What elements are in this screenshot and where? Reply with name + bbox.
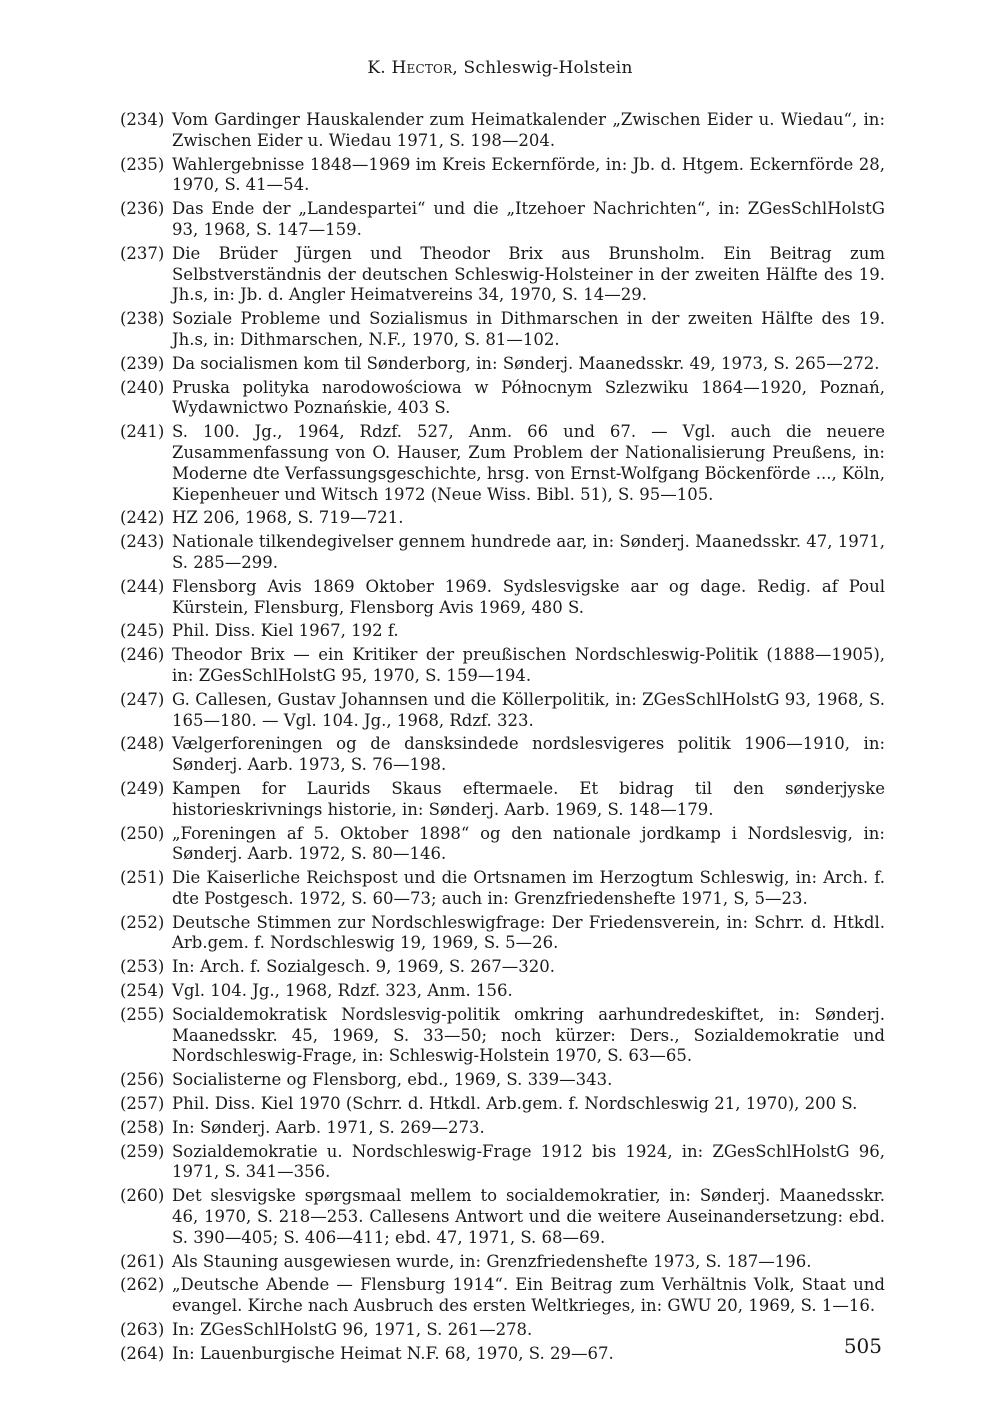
footnote-text: Vgl. 104. Jg., 1968, Rdzf. 323, Anm. 156. [172, 981, 513, 1001]
footnote-entry [120, 577, 885, 619]
footnote-text: In: Lauenburgische Heimat N.F. 68, 1970, S. 29—67. [172, 1343, 614, 1363]
footnote-number: (259) [120, 1141, 165, 1161]
running-head-author: K. Hector, [367, 58, 458, 78]
footnote-text: „Foreningen af 5. Oktober 1898“ og den nationale jordkamp i Nordslesvig, in: Sønderj. Aarb. 1972, S. 80—146. [172, 823, 885, 864]
footnote-entry [120, 1070, 885, 1091]
footnote-text: Det slesvigske spørgsmaal mellem to socialdemokratier, in: Sønderj. Maanedsskr. 46, 1970, S. 218—253. Callesens Antwort und die weitere Auseinandersetzung: ebd. S. 390—405; S. 406—411; ebd. 47, 1971, S. 68—69. [172, 1186, 885, 1247]
footnote-text: Da socialismen kom til Sønderborg, in: Sønderj. Maanedsskr. 49, 1973, S. 265—272. [172, 353, 880, 373]
footnote-number: (252) [120, 912, 165, 932]
footnote-entry [120, 1118, 885, 1139]
running-head [0, 58, 1000, 78]
footnote-entry [120, 1344, 885, 1365]
footnote-number: (242) [120, 508, 165, 528]
footnote-number: (246) [120, 645, 165, 665]
footnote-entry [120, 1320, 885, 1341]
footnote-text: Vom Gardinger Hauskalender zum Heimatkalender „Zwischen Eider u. Wiedau“, in: Zwischen Eider u. Wiedau 1971, S. 198—204. [172, 110, 885, 150]
footnote-text: Die Kaiserliche Reichspost und die Ortsnamen im Herzogtum Schleswig, in: Arch. f. dte Postgesch. 1972, S. 60—73; auch in: Grenzfriedenshefte 1971, S, 5—23. [172, 868, 885, 908]
footnote-number: (258) [120, 1117, 165, 1137]
footnote-number: (238) [120, 309, 165, 329]
footnote-text: HZ 206, 1968, S. 719—721. [172, 508, 404, 528]
footnote-text: Nationale tilkendegivelser gennem hundrede aar, in: Sønderj. Maanedsskr. 47, 1971, S. 285—299. [172, 532, 885, 572]
footnote-number: (247) [120, 689, 165, 709]
footnote-number: (234) [120, 110, 165, 129]
footnote-text: G. Callesen, Gustav Johannsen und die Köllerpolitik, in: ZGesSchlHolstG 93, 1968, S. 165—180. — Vgl. 104. Jg., 1968, Rdzf. 323. [172, 689, 885, 730]
footnote-number: (261) [120, 1251, 165, 1271]
footnote-entry [120, 1094, 885, 1115]
footnote-number: (257) [120, 1094, 165, 1114]
footnote-entry [120, 309, 885, 351]
footnote-text: In: Arch. f. Sozialgesch. 9, 1969, S. 267—320. [172, 957, 555, 977]
footnote-list [120, 110, 885, 1368]
footnote-entry [120, 913, 885, 955]
footnote-entry [120, 244, 885, 306]
footnote-text: S. 100. Jg., 1964, Rdzf. 527, Anm. 66 und 67. — Vgl. auch die neuere Zusammenfassung von O. Hauser, Zum Problem der Nationalisierung Preußens, in: Moderne dte Verfassungsgeschichte, hrsg. von Ernst-Wolfgang Böckenförde ..., Köln, Kiepenheuer und Witsch 1972 (Neue Wiss. Bibl. 51), S. 95—105. [172, 422, 885, 504]
footnote-entry [120, 868, 885, 910]
footnote-entry [120, 779, 885, 821]
footnote-number: (241) [120, 422, 165, 442]
footnote-number: (239) [120, 353, 165, 373]
footnote-number: (245) [120, 621, 165, 641]
footnote-text: Phil. Diss. Kiel 1970 (Schrr. d. Htkdl. Arb.gem. f. Nordschleswig 21, 1970), 200 S. [172, 1094, 858, 1114]
footnote-text: In: ZGesSchlHolstG 96, 1971, S. 261—278. [172, 1320, 533, 1340]
footnote-text: Pruska polityka narodowościowa w Północnym Szlezwiku 1864—1920, Poznań, Wydawnictwo Poznańskie, 403 S. [172, 377, 885, 418]
footnote-entry [120, 957, 885, 978]
footnote-entry [120, 508, 885, 529]
footnote-entry [120, 621, 885, 642]
footnote-text: In: Sønderj. Aarb. 1971, S. 269—273. [172, 1117, 485, 1137]
footnote-number: (254) [120, 981, 165, 1001]
footnote-text: Sozialdemokratie u. Nordschleswig-Frage 1912 bis 1924, in: ZGesSchlHolstG 96, 1971, S. 341—356. [172, 1141, 885, 1182]
footnote-number: (262) [120, 1275, 165, 1295]
footnote-entry [120, 824, 885, 866]
footnote-text: Flensborg Avis 1869 Oktober 1969. Sydslesvigske aar og dage. Redig. af Poul Kürstein, Flensburg, Flensborg Avis 1969, 480 S. [172, 576, 885, 617]
footnote-entry [120, 1252, 885, 1273]
footnote-number: (244) [120, 576, 165, 596]
page-number: 505 [843, 1334, 882, 1358]
footnote-number: (264) [120, 1343, 165, 1363]
footnote-text: Phil. Diss. Kiel 1967, 192 f. [172, 621, 399, 641]
footnote-entry [120, 734, 885, 776]
footnote-text: Das Ende der „Landespartei“ und die „Itzehoer Nachrichten“, in: ZGesSchlHolstG 93, 1968, S. 147—159. [172, 199, 885, 239]
footnote-text: Theodor Brix — ein Kritiker der preußischen Nordschleswig-Politik (1888—1905), in: ZGesSchlHolstG 95, 1970, S. 159—194. [172, 645, 885, 685]
footnote-entry [120, 354, 885, 375]
footnote-text: Socialdemokratisk Nordslesvig-politik omkring aarhundredeskiftet, in: Sønderj. Maanedsskr. 45, 1969, S. 33—50; noch kürzer: Ders., Sozialdemokratie und Nordschleswig-Frage, in: Schleswig-Holstein 1970, S. 63—65. [172, 1004, 885, 1066]
footnote-number: (255) [120, 1004, 165, 1024]
footnote-entry [120, 1186, 885, 1248]
footnote-number: (240) [120, 377, 165, 397]
footnote-number: (235) [120, 154, 165, 174]
footnote-number: (256) [120, 1070, 165, 1090]
running-head-subject: Schleswig-Holstein [463, 58, 633, 78]
footnote-entry [120, 1142, 885, 1184]
footnote-number: (251) [120, 868, 165, 888]
footnote-entry [120, 1005, 885, 1067]
footnote-number: (249) [120, 778, 165, 798]
footnote-entry [120, 110, 885, 152]
footnote-entry [120, 155, 885, 197]
footnote-number: (260) [120, 1186, 165, 1206]
footnote-entry [120, 199, 885, 241]
footnote-entry [120, 690, 885, 732]
footnote-entry [120, 1275, 885, 1317]
footnote-entry [120, 532, 885, 574]
footnote-number: (248) [120, 734, 165, 754]
footnote-number: (253) [120, 957, 165, 977]
footnote-text: Als Stauning ausgewiesen wurde, in: Grenzfriedenshefte 1973, S. 187—196. [172, 1251, 812, 1271]
footnote-entry [120, 378, 885, 420]
footnote-text: Socialisterne og Flensborg, ebd., 1969, S. 339—343. [172, 1070, 613, 1090]
footnote-entry [120, 645, 885, 687]
footnote-entry [120, 422, 885, 505]
footnote-text: Deutsche Stimmen zur Nordschleswigfrage: Der Friedensverein, in: Schrr. d. Htkdl. Arb.gem. f. Nordschleswig 19, 1969, S. 5—26. [172, 912, 885, 953]
footnote-text: Wahlergebnisse 1848—1969 im Kreis Eckernförde, in: Jb. d. Htgem. Eckernförde 28, 1970, S. 41—54. [172, 154, 885, 195]
footnote-number: (243) [120, 532, 165, 552]
footnote-entry [120, 981, 885, 1002]
footnote-number: (263) [120, 1320, 165, 1340]
footnote-number: (237) [120, 243, 165, 263]
footnote-text: „Deutsche Abende — Flensburg 1914“. Ein Beitrag zum Verhältnis Volk, Staat und evangel. Kirche nach Ausbruch des ersten Weltkrieges, in: GWU 20, 1969, S. 1—16. [172, 1275, 885, 1316]
footnote-text: Soziale Probleme und Sozialismus in Dithmarschen in der zweiten Hälfte des 19. Jh.s, in: Dithmarschen, N.F., 1970, S. 81—102. [172, 309, 885, 349]
footnote-text: Kampen for Laurids Skaus eftermaele. Et bidrag til den sønderjyske historieskrivnings historie, in: Sønderj. Aarb. 1969, S. 148—179. [172, 778, 885, 819]
footnote-text: Vælgerforeningen og de dansksindede nordslesvigeres politik 1906—1910, in: Sønderj. Aarb. 1973, S. 76—198. [172, 734, 885, 775]
footnote-number: (250) [120, 823, 165, 843]
footnote-text: Die Brüder Jürgen und Theodor Brix aus Brunsholm. Ein Beitrag zum Selbstverständnis der deutschen Schleswig-Holsteiner in der zweiten Hälfte des 19. Jh.s, in: Jb. d. Angler Heimatvereins 34, 1970, S. 14—29. [172, 243, 885, 305]
footnote-number: (236) [120, 199, 165, 219]
